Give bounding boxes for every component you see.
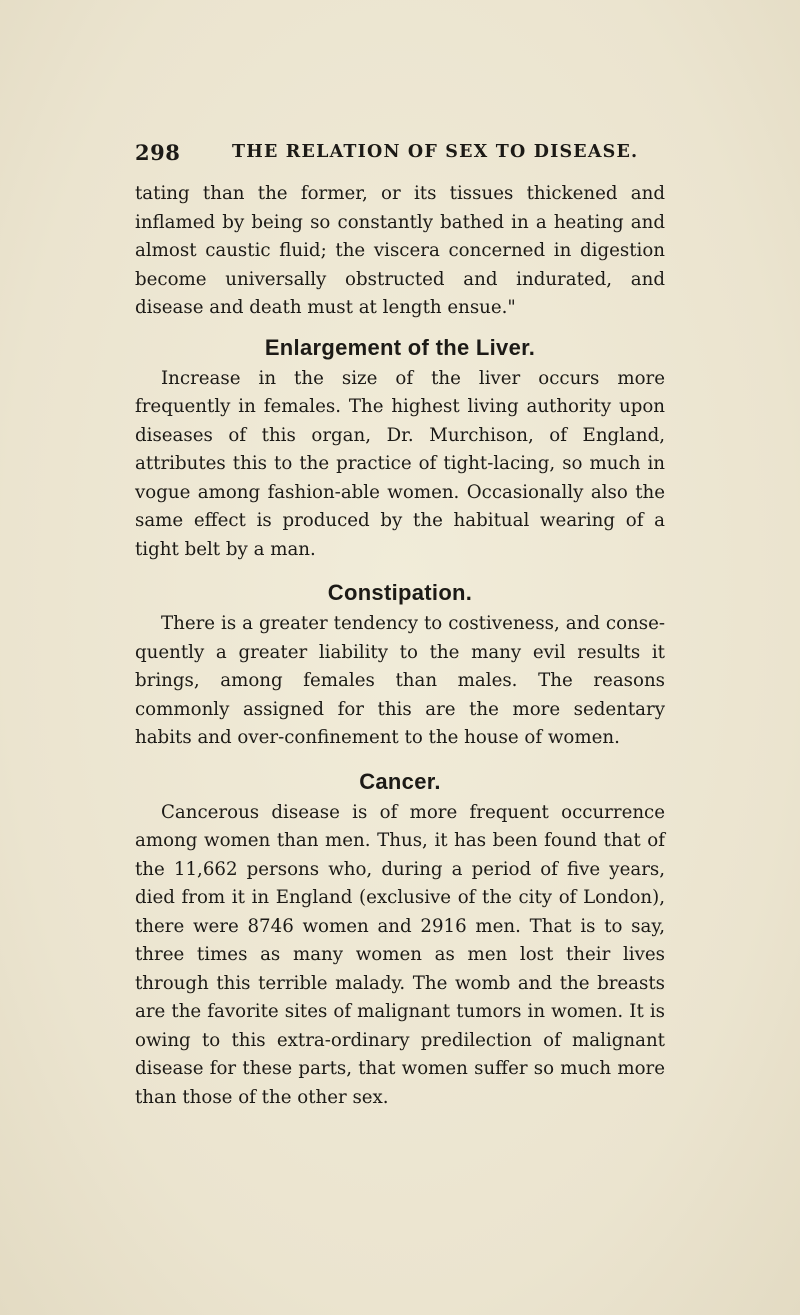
section-heading-cancer: Cancer. xyxy=(359,768,441,794)
section-heading-constipation: Constipation. xyxy=(327,580,473,605)
section-paragraph-cancer: Cancerous disease is of more frequent occurrence among women than men. Thus, it has been found that of the 11,662 persons who, during a period of five years, died from it in England (exclusive of the city of London), there were 8746 women and 2916 men. That is to say, three times as many women as men lost their lives through this terrible malady. The womb and the breasts are the favorite sites of malignant tumors in women. It is owing to this extra-ordinary predilection of malignant disease for these parts, that women suffer so much more than those of the other sex. xyxy=(135,801,665,1108)
section-paragraph-liver: Increase in the size of the liver occurs more frequently in females. The highest living authority upon diseases of this organ, Dr. Murchison, of England, attributes this to the practice of tight-lacing, so much in vogue among fashion-able women. Occasionally also the same effect is produced by the habitual wearing of a tight belt by a man. xyxy=(135,367,665,560)
section-heading-liver: Enlargement of the Liver. xyxy=(264,334,536,360)
running-title: THE RELATION OF SEX TO DISEASE. xyxy=(232,142,639,162)
page-body xyxy=(135,180,665,1112)
page-number: 298 xyxy=(135,140,181,165)
section-paragraph-constipation: There is a greater tendency to costiveness, and conse-quently a greater liability to the many evil results it brings, among females than males. The reasons commonly assigned for this are the more sedentary habits and over-confinement to the house of women. xyxy=(135,613,665,748)
continuation-paragraph: tating than the former, or its tissues thickened and inflamed by being so constantly bathed in a heating and almost caustic fluid; the viscera concerned in digestion become universally obstructed and indurated, and disease and death must at length ensue." xyxy=(135,183,665,318)
page-header xyxy=(135,140,665,176)
